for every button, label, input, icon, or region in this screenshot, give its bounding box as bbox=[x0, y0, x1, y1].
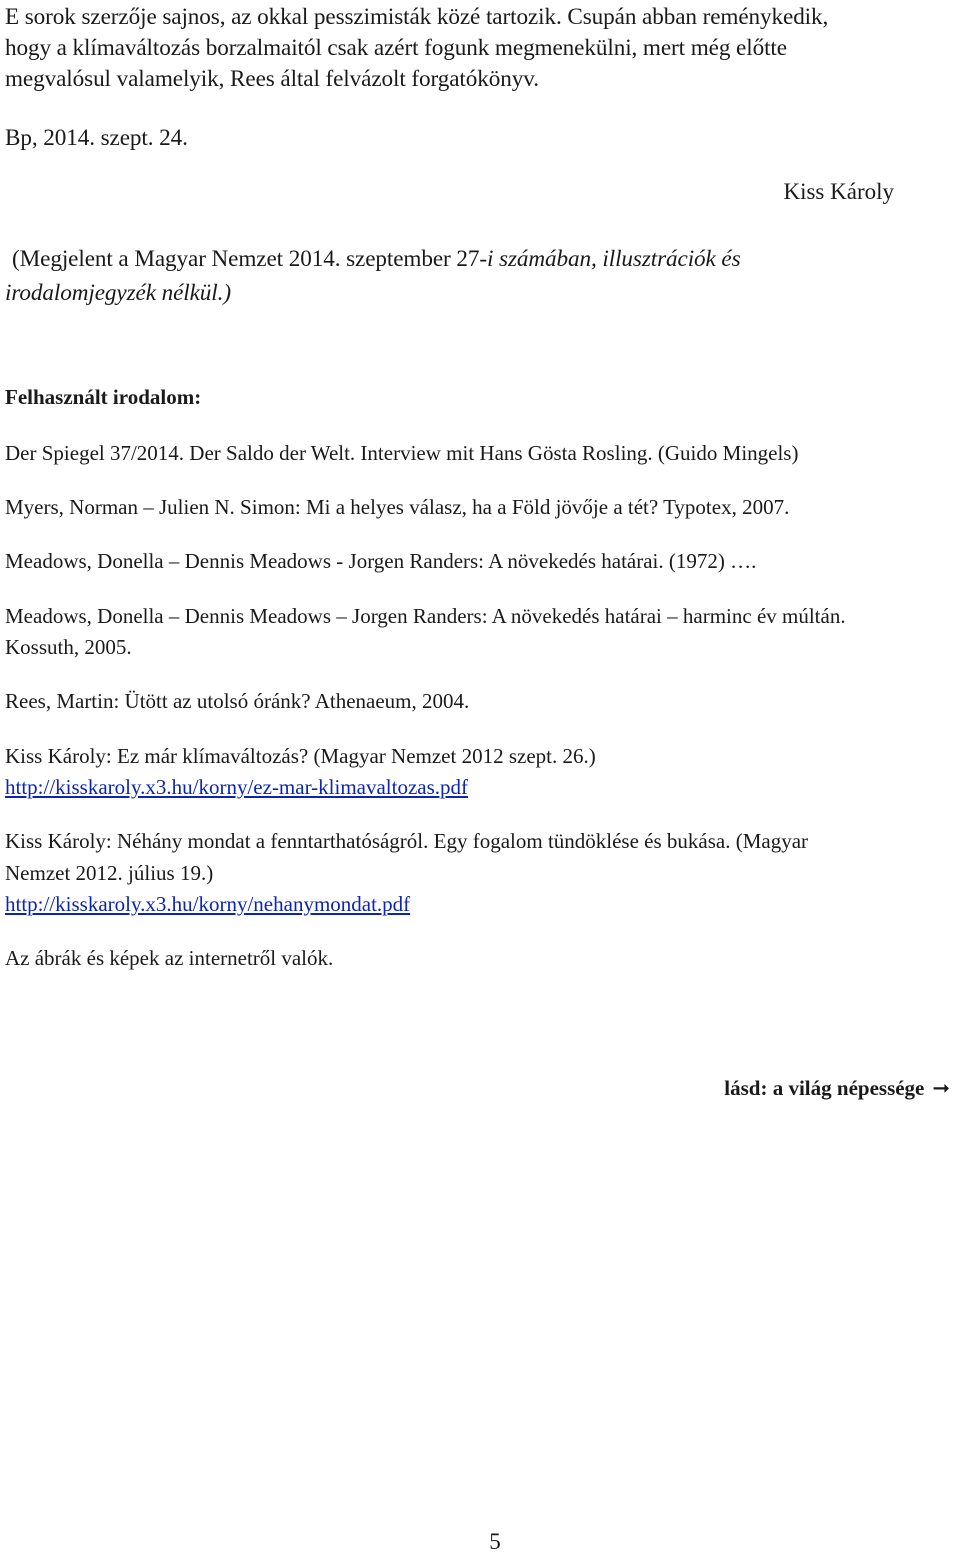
reference-meadows-1972: Meadows, Donella – Dennis Meadows - Jorgen Randers: A növekedés határai. (1972) …. bbox=[5, 549, 757, 573]
author-name: Kiss Károly bbox=[783, 179, 894, 204]
intro-line-3: megvalósul valamelyik, Rees által felvázolt forgatókönyv. bbox=[5, 66, 539, 92]
reference-myers: Myers, Norman – Julien N. Simon: Mi a helyes válasz, ha a Föld jövője a tét? Typotex, 2007. bbox=[5, 495, 790, 519]
reference-kiss-fenntarthatosag-line-2: Nemzet 2012. július 19.) bbox=[5, 861, 214, 885]
page-number: 5 bbox=[489, 1529, 501, 1554]
intro-line-2: hogy a klímaváltozás borzalmaitól csak azért fogunk megmenekülni, mert még előtte bbox=[5, 35, 787, 61]
reference-meadows-2005-line-1: Meadows, Donella – Dennis Meadows – Jorgen Randers: A növekedés határai – harminc év múltán. bbox=[5, 604, 846, 628]
reference-kiss-klimavaltozas-link-row bbox=[5, 772, 468, 803]
publication-note-normal: (Megjelent a Magyar Nemzet 2014. szeptember 27- bbox=[12, 246, 487, 272]
publication-note-line-1 bbox=[12, 244, 741, 275]
next-topic-link[interactable] bbox=[724, 1073, 950, 1104]
nehanymondat-pdf-link[interactable]: http://kisskaroly.x3.hu/korny/nehanymondat.pdf bbox=[5, 892, 411, 916]
publication-note-line-2: irodalomjegyzék nélkül.) bbox=[5, 280, 231, 306]
references-heading: Felhasznált irodalom: bbox=[5, 385, 202, 409]
klimavaltozas-pdf-link[interactable]: http://kisskaroly.x3.hu/korny/ez-mar-klimavaltozas.pdf bbox=[5, 775, 469, 799]
publication-note-italic: i számában, illusztrációk és bbox=[486, 246, 741, 272]
reference-meadows-2005-line-2: Kossuth, 2005. bbox=[5, 635, 132, 659]
images-source-note: Az ábrák és képek az internetről valók. bbox=[5, 946, 334, 970]
intro-date: Bp, 2014. szept. 24. bbox=[5, 125, 188, 151]
right-arrow-icon: ➞ bbox=[932, 1076, 950, 1100]
next-topic-label: lásd: a világ népessége bbox=[724, 1076, 925, 1100]
reference-kiss-fenntarthatosag-link-row bbox=[5, 889, 410, 920]
reference-kiss-klimavaltozas: Kiss Károly: Ez már klímaváltozás? (Magyar Nemzet 2012 szept. 26.) bbox=[5, 744, 596, 768]
reference-rees: Rees, Martin: Ütött az utolsó óránk? Athenaeum, 2004. bbox=[5, 689, 470, 713]
intro-line-1: E sorok szerzője sajnos, az okkal pesszimisták közé tartozik. Csupán abban reménykedik, bbox=[5, 4, 829, 30]
reference-kiss-fenntarthatosag-line-1: Kiss Károly: Néhány mondat a fenntarthatóságról. Egy fogalom tündöklése és bukása. (Magyar bbox=[5, 829, 809, 853]
reference-spiegel: Der Spiegel 37/2014. Der Saldo der Welt. Interview mit Hans Gösta Rosling. (Guido Mingels) bbox=[5, 441, 799, 465]
